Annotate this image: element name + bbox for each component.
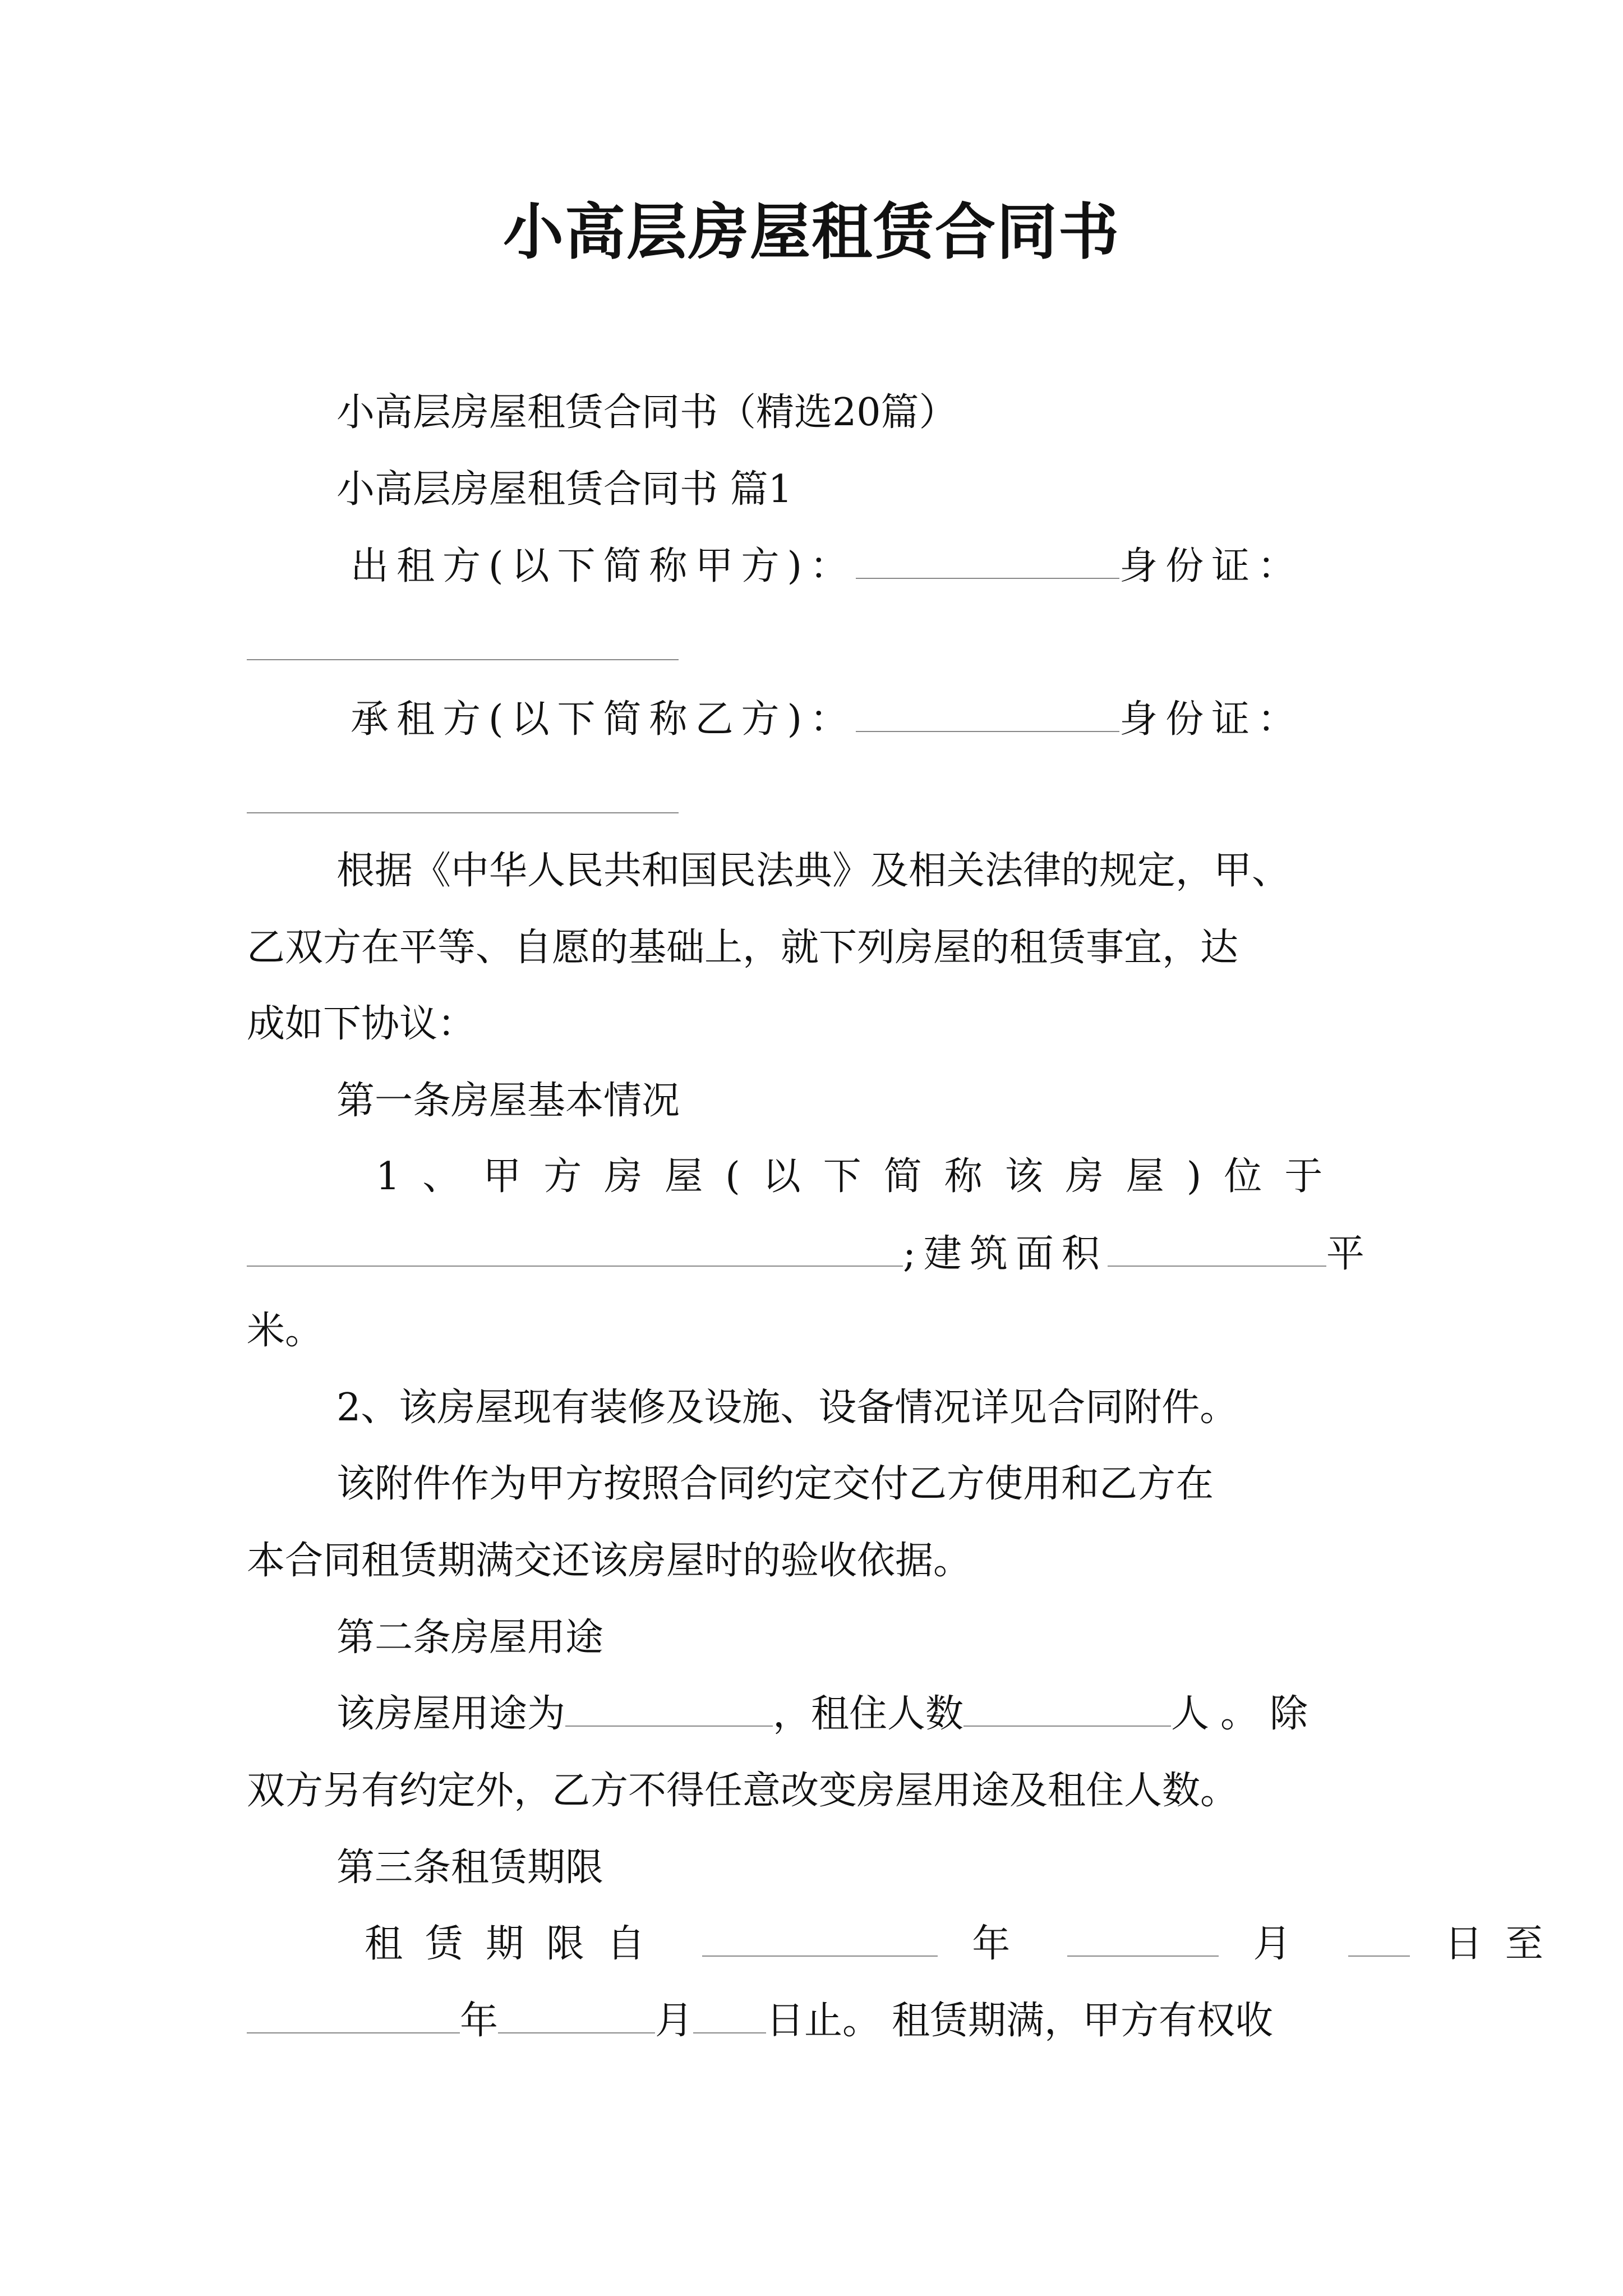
end-month-blank[interactable]: [498, 1998, 655, 2033]
lessee-label: 承租方(以下简称乙方)：: [351, 697, 856, 742]
start-day-label: 日至: [1444, 1922, 1566, 1966]
lessee-line: [351, 693, 1410, 747]
start-year-blank[interactable]: [702, 1921, 938, 1957]
art2-heading: 第二条房屋用途: [336, 1616, 604, 1660]
article-heading: 小高层房屋租赁合同书 篇1: [336, 467, 792, 512]
term-from-label: 租赁期限自: [365, 1922, 668, 1966]
lessee-id-label: 身份证：: [1119, 697, 1304, 742]
lessor-name-blank[interactable]: [856, 543, 1119, 579]
start-month-blank[interactable]: [1067, 1921, 1219, 1957]
intro-line-1: 根据《中华人民共和国民法典》及相关法律的规定，甲、: [336, 849, 1290, 893]
art1-heading: 第一条房屋基本情况: [336, 1079, 680, 1123]
lessee-id-blank[interactable]: [247, 812, 679, 813]
intro-line-2: 乙双方在平等、自愿的基础上，就下列房屋的租赁事宜，达: [247, 926, 1239, 970]
lessor-label: 出租方(以下简称甲方)：: [351, 544, 856, 588]
use-mid: ，租住人数: [773, 1692, 964, 1736]
art2-use-line: [336, 1687, 1396, 1741]
use-suffix: 人。除: [1171, 1692, 1320, 1736]
lessor-id-label: 身份证：: [1119, 544, 1304, 588]
art3-heading: 第三条租赁期限: [336, 1846, 604, 1890]
end-day-label: 日止。: [766, 1999, 881, 2043]
art1-item1-line1: 1、甲方房屋(以下简称该房屋)位于: [376, 1154, 1345, 1199]
occupants-blank[interactable]: [963, 1691, 1171, 1727]
start-year-label: 年: [972, 1922, 1033, 1966]
use-prefix: 该房屋用途为: [336, 1692, 566, 1736]
term-tail: 租赁期满，甲方有权收: [892, 1999, 1274, 2043]
art1-item1-line3: 米。: [247, 1309, 324, 1353]
end-month-label: 月: [655, 1999, 694, 2043]
end-year-label: 年: [460, 1999, 499, 2043]
lessor-line: [351, 540, 1410, 593]
art1-item2: 2、该房屋现有装修及设施、设备情况详见合同附件。: [336, 1386, 1238, 1430]
lessor-id-blank[interactable]: [247, 659, 679, 660]
area-label: ;建筑面积: [903, 1232, 1108, 1276]
lessee-name-blank[interactable]: [856, 696, 1119, 732]
start-day-blank[interactable]: [1348, 1921, 1410, 1957]
intro-line-3: 成如下协议：: [247, 1002, 476, 1046]
area-blank[interactable]: [1108, 1231, 1326, 1267]
subtitle: 小高层房屋租赁合同书（精选20篇）: [336, 390, 957, 435]
art1-item1-line2: [247, 1227, 1396, 1281]
art1-note-line2: 本合同租赁期满交还该房屋时的验收依据。: [247, 1539, 972, 1583]
use-blank[interactable]: [565, 1691, 773, 1727]
end-year-blank[interactable]: [247, 1998, 460, 2033]
start-month-label: 月: [1253, 1922, 1314, 1966]
end-day-blank[interactable]: [693, 1998, 766, 2033]
art3-term-line1: [365, 1917, 1566, 1971]
art2-line2: 双方另有约定外，乙方不得任意改变房屋用途及租住人数。: [247, 1769, 1239, 1813]
area-unit-1: 平: [1326, 1232, 1372, 1276]
page-title: 小高层房屋租赁合同书: [502, 197, 1120, 268]
address-blank[interactable]: [247, 1231, 903, 1267]
art1-note-line1: 该附件作为甲方按照合同约定交付乙方使用和乙方在: [336, 1462, 1214, 1506]
art3-term-line2: [247, 1994, 1396, 2048]
